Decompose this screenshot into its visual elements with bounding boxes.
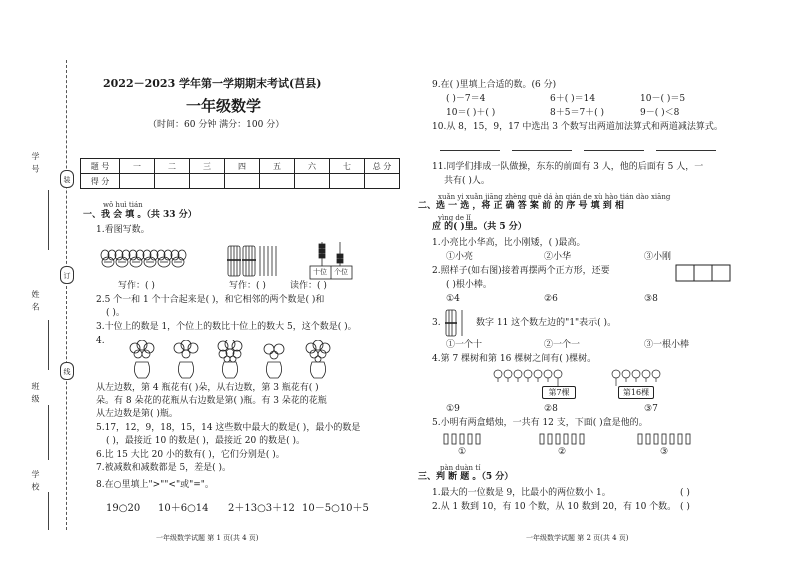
judge-1-blank[interactable]: ( ) (680, 488, 690, 498)
question-4-line-3: 从左边数是第( )瓶。 (96, 409, 178, 419)
score-header-cell: 一 (120, 159, 155, 174)
student-number-label: 学 号 (31, 152, 40, 174)
choice-option[interactable]: ① (458, 447, 467, 457)
tree-row (492, 368, 692, 400)
choice-option[interactable]: ③8 (644, 294, 658, 304)
tree-icon (494, 370, 502, 382)
tree-16-label: 第16棵 (618, 386, 654, 399)
binding-mark-3: 线 (60, 362, 74, 380)
tree-7-label: 第7棵 (542, 386, 576, 399)
name-blank (48, 320, 49, 370)
section-1-heading: 一、我 会 填 。（共 33 分） (83, 210, 197, 220)
score-input-cell[interactable] (190, 174, 225, 189)
section-2-heading: 二、选 一 选 ，将 正 确 答 案 前 的 序 号 填 到 相 (418, 201, 624, 211)
score-input-cell[interactable] (225, 174, 260, 189)
subject-title: 一年级数学 (186, 97, 262, 115)
candle-boxes (442, 432, 712, 446)
tree-icon (514, 370, 522, 382)
school-label: 学 校 (31, 470, 40, 492)
student-number-blank (48, 190, 49, 250)
square-sticks-figure (675, 263, 735, 283)
score-header-cell: 五 (260, 159, 295, 174)
q9-equation[interactable]: 10＝( )＋( ) (446, 108, 496, 118)
class-blank (48, 405, 49, 460)
pinyin-line: yìng de lǐ (438, 214, 471, 222)
tree-icon (554, 370, 562, 382)
answer-line[interactable] (512, 150, 572, 151)
tree-icon (622, 370, 630, 382)
judge-2-blank[interactable]: ( ) (680, 502, 690, 512)
choice-option[interactable]: ②小华 (544, 252, 572, 262)
score-input-cell[interactable] (365, 174, 400, 189)
choice-option[interactable]: ② (558, 447, 567, 457)
compare-item[interactable]: 2＋13○3＋12 (228, 503, 295, 514)
choice-5: 5.小明有两盒蜡烛，一共有 12 支，下面( )盒是他的。 (432, 418, 648, 428)
section-2-heading-cont: 应 的( )里。（共 5 分） (432, 222, 527, 232)
vase-icon (218, 340, 242, 378)
q9-equation[interactable]: 6＋( )＝14 (550, 94, 596, 104)
question-10: 10.从 8，15，9，17 中选出 3 个数写出两道加法算式和两道减法算式。 (432, 122, 723, 132)
choice-4: 4.第 7 棵树和第 16 棵树之间有( )棵树。 (432, 354, 597, 364)
choice-2a: 2.照样子(如右图)接着再摆两个正方形，还要 (432, 266, 610, 276)
binding-mark-1: 装 (60, 170, 74, 188)
tree-icon (612, 370, 620, 382)
choice-option[interactable]: ②8 (544, 404, 558, 414)
choice-1: 1.小亮比小华高，比小刚矮，( )最高。 (432, 238, 586, 248)
q1-read: 读作：( ) (290, 281, 327, 291)
vase-icon (130, 340, 154, 378)
question-7: 7.被减数和减数都是 5，差是( )。 (96, 463, 232, 473)
score-input-cell[interactable] (260, 174, 295, 189)
tree-icon (504, 370, 512, 382)
tree-icon (534, 370, 542, 382)
question-4-number: 4. (96, 336, 105, 346)
candle-box-3 (638, 434, 690, 444)
score-header-cell: 三 (190, 159, 225, 174)
bee-icon (101, 250, 186, 267)
choice-option[interactable]: ③小刚 (644, 252, 672, 262)
choice-option[interactable]: ③一根小棒 (644, 340, 690, 350)
score-header-cell: 题 号 (81, 159, 120, 174)
pinyin-line: pàn duàn tí (440, 464, 481, 472)
compare-item[interactable]: 19○20 (106, 503, 141, 514)
tree-icon (524, 370, 532, 382)
question-5b: ( )，最接近 10 的数是( )，最接近 20 的数是( )。 (106, 436, 305, 446)
q9-equation[interactable]: 8＋5＝7＋( ) (550, 108, 605, 118)
choice-option[interactable]: ②6 (544, 294, 558, 304)
answer-line[interactable] (656, 150, 716, 151)
compare-item[interactable]: 10－5○10＋5 (302, 503, 369, 514)
question-6: 6.比 15 大比 20 小的数有( )，它们分别是( )。 (96, 450, 285, 460)
choice-option[interactable]: ①一个十 (446, 340, 483, 350)
compare-item[interactable]: 10＋6○14 (158, 503, 209, 514)
choice-option[interactable]: ③7 (644, 404, 658, 414)
vase-icon (264, 344, 284, 378)
score-row-label: 得 分 (81, 174, 120, 189)
pinyin-line: wǒ huì tián (103, 201, 143, 209)
page-footer-right: 一年级数学试题 第 2 页(共 4 页) (526, 534, 629, 542)
tree-icon (642, 370, 650, 382)
q9-equation[interactable]: 9－( )＜8 (640, 108, 680, 118)
score-input-cell[interactable] (120, 174, 155, 189)
class-label: 班 级 (31, 382, 40, 404)
choice-3: 数字 11 这个数左边的"1"表示( )。 (476, 318, 617, 328)
vase-icon (174, 340, 198, 378)
choice-option[interactable]: ②一个一 (544, 340, 581, 350)
q9-equation[interactable]: 10－( )＝5 (640, 94, 686, 104)
school-blank (48, 492, 49, 530)
q4-vases (126, 340, 366, 380)
score-input-cell[interactable] (295, 174, 330, 189)
question-1: 1.看图写数。 (96, 225, 150, 235)
question-11a: 11.同学们排成一队做操，东东的前面有 3 人，他的后面有 5 人，一 (432, 162, 704, 172)
tree-icon (652, 370, 660, 382)
choice-option[interactable]: ③ (660, 447, 669, 457)
choice-option[interactable]: ①小亮 (446, 252, 474, 262)
name-label: 姓 名 (31, 290, 40, 312)
q9-equation[interactable]: ( )－7＝4 (446, 94, 486, 104)
bundle-sticks-icon (227, 246, 276, 276)
vase-icon (306, 340, 330, 378)
question-2b: ( )。 (106, 308, 125, 318)
page-footer-left: 一年级数学试题 第 1 页(共 4 页) (156, 534, 259, 542)
score-input-cell[interactable] (155, 174, 190, 189)
abacus-tens-label: 十位 (313, 268, 327, 276)
score-header-cell: 二 (155, 159, 190, 174)
tree-icon (544, 370, 552, 382)
question-9: 9.在( )里填上合适的数。(6 分) (432, 80, 557, 90)
binding-dashed-line (66, 60, 67, 530)
choice-2b: ( )根小棒。 (446, 280, 492, 290)
question-5a: 5.17，12，9，18，15，14 这些数中最大的数是( )，最小的数是 (96, 423, 361, 433)
score-header-cell: 六 (295, 159, 330, 174)
tree-icon (632, 370, 640, 382)
candle-box-1 (444, 434, 480, 444)
pinyin-line: xuǎn yi xuǎn jiāng zhèng què dá àn qián de xù hào tián dào xiāng (438, 193, 671, 201)
question-4-line-1: 从左边数，第 4 瓶花有( )朵，从右边数，第 3 瓶花有( ) (96, 383, 319, 393)
q1-write-2: 写作：( ) (229, 281, 266, 291)
choice-3-number: 3. (432, 318, 441, 328)
question-4-line-2: 朵。有 8 朵花的花瓶从右边数是第( )瓶。有 3 朵花的花瓶 (96, 396, 327, 406)
answer-line[interactable] (440, 150, 500, 151)
question-11b: 共有( )人。 (444, 176, 490, 186)
stick-bundle-icon (444, 308, 472, 338)
judge-1: 1.最大的一位数是 9，比最小的两位数小 1。 (432, 488, 611, 498)
score-header-cell: 七 (330, 159, 365, 174)
answer-line[interactable] (584, 150, 644, 151)
choice-option[interactable]: ①9 (446, 404, 460, 414)
q1-write-1: 写作：( ) (118, 281, 155, 291)
time-info: （时间：60 分钟 满分：100 分） (148, 120, 285, 130)
question-3: 3.十位上的数是 1，个位上的数比十位上的数大 5，这个数是( )。 (96, 322, 357, 332)
score-header-cell: 总 分 (365, 159, 400, 174)
score-table (80, 158, 400, 189)
section-3-heading: 三、判 断 题 。（5 分） (418, 472, 514, 482)
binding-mark-2: 订 (60, 266, 74, 284)
question-8: 8.在○里填上">""<"或"="。 (96, 480, 214, 490)
abacus-ones-label: 个位 (334, 268, 348, 276)
choice-option[interactable]: ①4 (446, 294, 460, 304)
judge-2: 2.从 1 数到 10，有 10 个数，从 10 数到 20，有 10 个数。 (432, 502, 677, 512)
candle-box-2 (540, 434, 584, 444)
score-input-cell[interactable] (330, 174, 365, 189)
score-header-cell: 四 (225, 159, 260, 174)
question-2a: 2.5 个一和 1 个十合起来是( )，和它相邻的两个数是( )和 (96, 295, 325, 305)
exam-title: 2022－2023 学年第一学期期末考试(莒县) (103, 77, 322, 90)
